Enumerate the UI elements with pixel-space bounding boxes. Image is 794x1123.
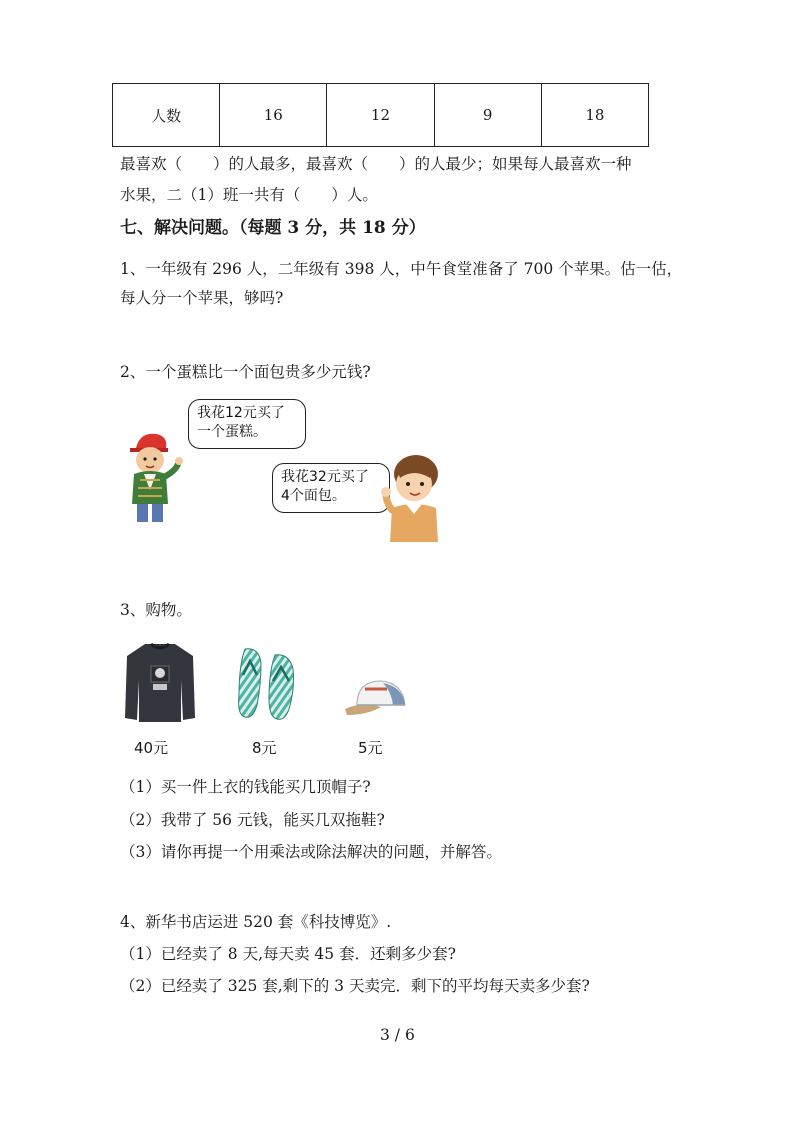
sweater-icon bbox=[123, 640, 197, 724]
boy-with-cap-icon bbox=[120, 428, 186, 524]
page-number: 3 / 6 bbox=[380, 1026, 415, 1044]
price-cap: 5元 bbox=[358, 739, 383, 757]
table-cell: 12 bbox=[327, 84, 434, 147]
table-row-label: 人数 bbox=[113, 84, 220, 147]
q4-sub-1: （1）已经卖了 8 天,每天卖 45 套．还剩多少套? bbox=[120, 945, 456, 963]
q3-sub-3: （3）请你再提一个用乘法或除法解决的问题，并解答。 bbox=[120, 843, 502, 861]
q3-text: 3、购物。 bbox=[120, 601, 192, 619]
q4-sub-2: （2）已经卖了 325 套,剩下的 3 天卖完．剩下的平均每天卖多少套? bbox=[120, 977, 590, 995]
speech-bubble-bread: 我花32元买了 4个面包。 bbox=[272, 463, 390, 513]
price-flip-flops: 8元 bbox=[252, 739, 277, 757]
q1-line-1: 1、一年级有 296 人，二年级有 398 人，中午食堂准备了 700 个苹果。估一估， bbox=[120, 260, 683, 278]
q3-sub-2: （2）我带了 56 元钱，能买几双拖鞋? bbox=[120, 811, 385, 829]
table-cell: 16 bbox=[220, 84, 327, 147]
q3-sub-1: （1）买一件上衣的钱能买几顶帽子? bbox=[120, 778, 371, 796]
q4-text: 4、新华书店运进 520 套《科技博览》. bbox=[120, 913, 392, 931]
speech-bubble-cake: 我花12元买了 一个蛋糕。 bbox=[188, 399, 306, 449]
boy-icon bbox=[380, 452, 446, 544]
flip-flops-icon bbox=[235, 645, 299, 723]
fill-in-line-1: 最喜欢（ ）的人最多，最喜欢（ ）的人最少；如果每人最喜欢一种 bbox=[120, 155, 632, 173]
q1-line-2: 每人分一个苹果，够吗? bbox=[120, 289, 284, 307]
fruit-tally-table bbox=[112, 83, 649, 147]
cap-icon bbox=[343, 675, 409, 723]
table-cell: 9 bbox=[434, 84, 541, 147]
fill-in-line-2: 水果，二（1）班一共有（ ）人。 bbox=[120, 186, 378, 204]
table-cell: 18 bbox=[541, 84, 648, 147]
price-sweater: 40元 bbox=[134, 739, 169, 757]
section-7-title: 七、解决问题。（每题 3 分，共 18 分） bbox=[120, 218, 426, 238]
table-row bbox=[113, 84, 649, 147]
q2-text: 2、一个蛋糕比一个面包贵多少元钱? bbox=[120, 363, 371, 381]
